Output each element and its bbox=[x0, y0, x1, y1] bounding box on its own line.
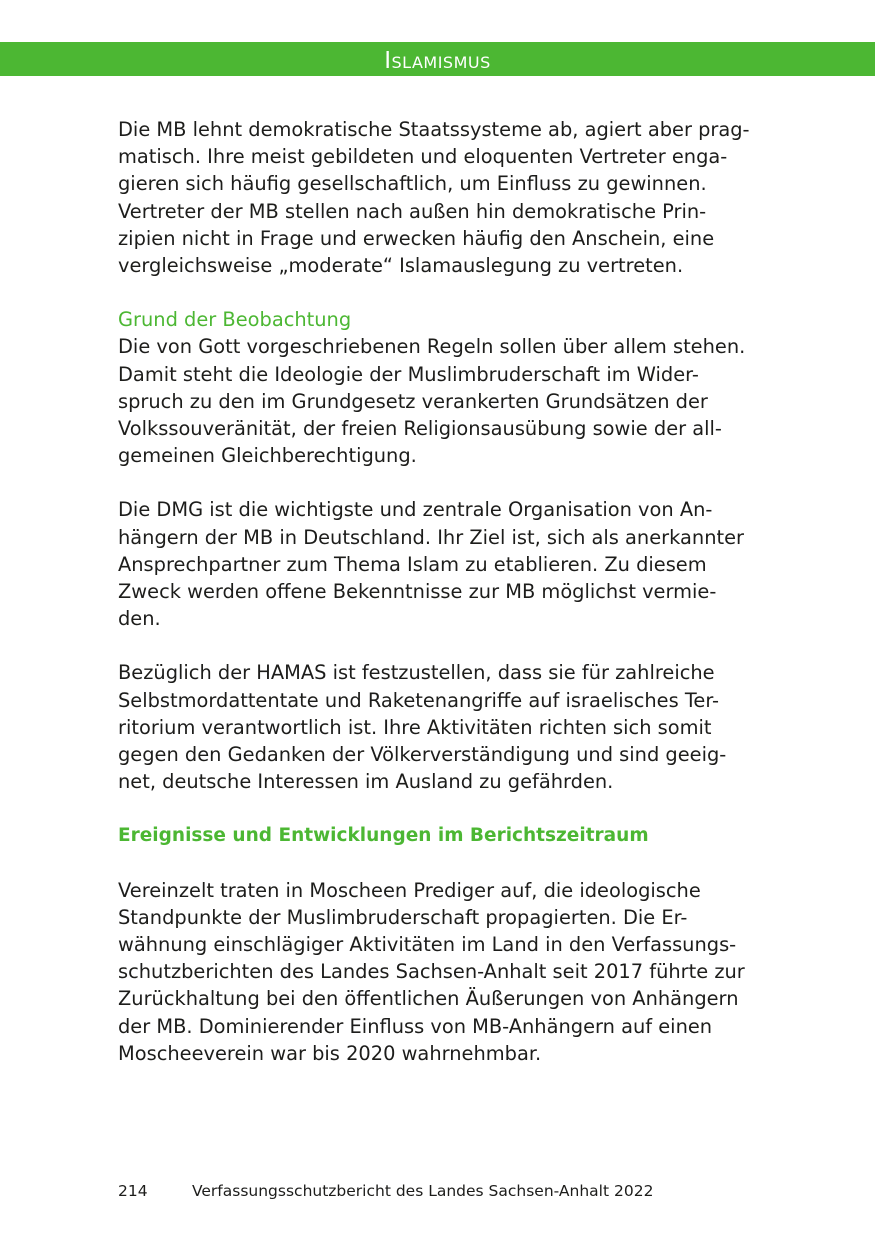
section-title: Islamismus bbox=[384, 48, 491, 74]
paragraph-spacer bbox=[118, 279, 768, 306]
paragraph-spacer bbox=[118, 850, 768, 877]
paragraph-spacer bbox=[118, 632, 768, 659]
paragraph-rules-of-god: Die von Gott vorgeschriebenen Regeln sollen über allem stehen. Damit steht die Ideologie der Muslimbruderschaft im Wider- spruch zu den im Grundgesetz verankerten Grundsätzen der Volkssouveränität, der freien Religionsausübung sowie der all- gemeinen Gleichberechtigung. bbox=[118, 335, 746, 468]
paragraph-mb-pragmatism: Die MB lehnt demokratische Staatssysteme ab, agiert aber prag- matisch. Ihre meist gebildeten und eloquenten Vertreter enga- gieren sich häufig gesellschaftlich, um Einfluss zu gewinnen. Vertreter der MB stellen nach außen hin demokratische Prin- zipien nicht in Frage und erwecken häufig den Anschein, eine vergleichsweise „moderate“ Islamauslegung zu vertreten. bbox=[118, 118, 750, 278]
section-header-bar bbox=[0, 42, 875, 76]
subheading-ereignisse: Ereignisse und Entwicklungen im Berichtszeitraum bbox=[118, 825, 649, 847]
subheading-grund-der-beobachtung: Grund der Beobachtung bbox=[118, 308, 352, 332]
paragraph-dmg-organisation: Die DMG ist die wichtigste und zentrale Organisation von An- hängern der MB in Deutschland. Ihr Ziel ist, sich als anerkannter Ansprechpartner zum Thema Islam zu etablieren. Zu diesem Zweck werden offene Bekenntnisse zur MB möglichst vermie- den. bbox=[118, 498, 744, 631]
page-content bbox=[118, 116, 768, 1067]
paragraph-spacer bbox=[118, 795, 768, 822]
paragraph-hamas: Bezüglich der HAMAS ist festzustellen, dass sie für zahlreiche Selbstmordattentate und Raketenangriffe auf israelisches Ter- ritorium verantwortlich ist. Ihre Aktivitäten richten sich somit gegen den Gedanken der Völkerverständigung und sind geeig- net, deutsche Interessen im Ausland zu gefährden. bbox=[118, 661, 727, 794]
page-footer bbox=[118, 1181, 653, 1201]
publication-title: Verfassungsschutzbericht des Landes Sachsen-Anhalt 2022 bbox=[192, 1182, 654, 1200]
paragraph-spacer bbox=[118, 469, 768, 496]
paragraph-moschee-prediger: Vereinzelt traten in Moscheen Prediger auf, die ideologische Standpunkte der Muslimbruderschaft propagierten. Die Er- wähnung einschlägiger Aktivitäten im Land in den Verfassungs- schutzberichten des Landes Sachsen-Anhalt seit 2017 führte zur Zurückhaltung bei den öffentlichen Äußerungen von Anhängern der MB. Dominierender Einfluss von MB-Anhängern auf einen Moscheeverein war bis 2020 wahrnehmbar. bbox=[118, 878, 745, 1065]
page-number: 214 bbox=[118, 1182, 148, 1200]
